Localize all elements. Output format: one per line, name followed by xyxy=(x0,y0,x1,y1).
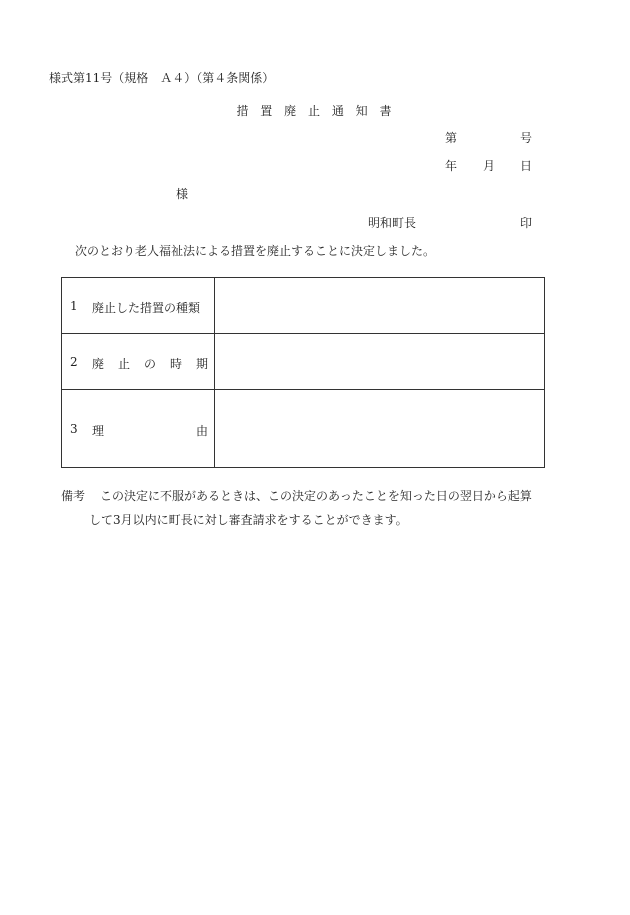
intro-statement: 次のとおり老人福祉法による措置を廃止することに決定しました。 xyxy=(75,244,436,258)
row-label-char: 時 xyxy=(169,357,182,371)
measures-table xyxy=(61,277,545,468)
row-value-cell xyxy=(215,390,545,468)
note-label: 備考 xyxy=(61,489,86,503)
row-label xyxy=(92,355,208,372)
form-code: 様式第11号（規格 Ａ４）（第４条関係） xyxy=(49,71,275,85)
row-label xyxy=(92,422,208,439)
document-title xyxy=(0,104,630,118)
row-label-char: 理 xyxy=(92,424,105,438)
row-label-char: の xyxy=(143,357,156,371)
title-char: 措 xyxy=(236,104,251,118)
note-text-line-2: して3月以内に町長に対し審査請求をすることができます。 xyxy=(89,513,408,527)
row-label-char: 期 xyxy=(195,357,208,371)
addressee-honorific: 様 xyxy=(176,187,189,201)
title-char: 廃 xyxy=(284,104,299,118)
title-char: 止 xyxy=(307,104,322,118)
table-row xyxy=(62,334,545,390)
row-label-cell xyxy=(62,278,215,334)
issuer-seal-mark: 印 xyxy=(520,216,533,230)
row-label-char: 廃 xyxy=(92,357,105,371)
note-text-line-1: この決定に不服があるときは、この決定のあったことを知った日の翌日から起算 xyxy=(100,489,532,503)
issuer-title: 明和町長 xyxy=(368,216,417,230)
row-label-char: 止 xyxy=(117,357,130,371)
row-value-cell xyxy=(215,334,545,390)
title-char: 知 xyxy=(355,104,370,118)
date-day-label: 日 xyxy=(520,159,533,173)
row-number: 1 xyxy=(70,299,78,313)
row-label: 廃止した措置の種類 xyxy=(92,301,201,315)
table-row xyxy=(62,278,545,334)
document-number-suffix: 号 xyxy=(520,131,533,145)
row-value-cell xyxy=(215,278,545,334)
title-char: 通 xyxy=(331,104,346,118)
row-label-char: 由 xyxy=(195,424,208,438)
table-row xyxy=(62,390,545,468)
date-year-label: 年 xyxy=(445,159,458,173)
row-number: 3 xyxy=(70,422,78,436)
document-number-prefix: 第 xyxy=(445,131,458,145)
row-number: 2 xyxy=(70,355,78,369)
date-month-label: 月 xyxy=(483,159,496,173)
row-label-cell xyxy=(62,390,215,468)
row-label-cell xyxy=(62,334,215,390)
title-char: 書 xyxy=(379,104,394,118)
title-char: 置 xyxy=(260,104,275,118)
